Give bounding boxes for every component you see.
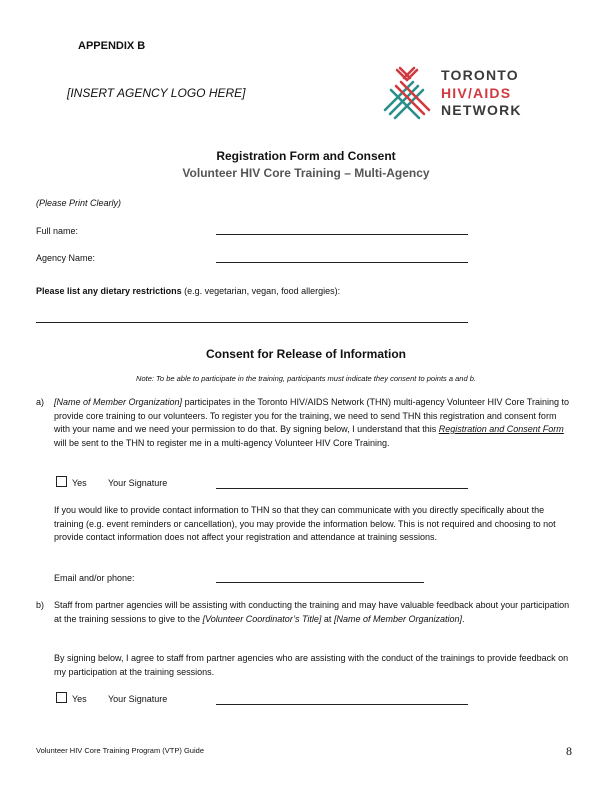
logo-line-network: NETWORK (441, 102, 522, 118)
section-a-text (54, 396, 574, 450)
dietary-prompt (36, 286, 340, 296)
footer-guide-title: Volunteer HIV Core Training Program (VTP) Guide (36, 746, 204, 755)
logo-line-toronto: TORONTO (441, 67, 519, 83)
consent-a-signature-label: Your Signature (108, 478, 168, 488)
member-org-placeholder: [Name of Member Organization] (54, 397, 183, 407)
consent-a-yes-label: Yes (72, 478, 87, 488)
section-b-text-1: Staff from partner agencies will be assisting with conducting the training and may have valuable feedback about your participation at the training sessions to give to the (54, 600, 570, 624)
email-phone-field[interactable] (216, 582, 424, 583)
section-a-text-1: participates in the Toronto HIV/AIDS Network (THN) multi-agency Volunteer HIV Core Training to provide core training to our volunteers. To register you for the training, we need to send THN this registration and consent form with your name and we need your permission to do that. By signing below, I understand that this (54, 397, 570, 434)
member-org-placeholder-b: [Name of Member Organization] (333, 613, 462, 624)
consent-b-signature-label: Your Signature (108, 694, 168, 704)
logo-line-hiv-aids: HIV/AIDS (441, 84, 512, 101)
dietary-prompt-bold: Please list any dietary restrictions (36, 286, 182, 296)
consent-title: Consent for Release of Information (205, 347, 407, 361)
consent-b-yes-label: Yes (72, 694, 87, 704)
section-a-marker: a) (36, 397, 45, 407)
dietary-prompt-examples: (e.g. vegetarian, vegan, food allergies): (181, 286, 341, 296)
section-b-text (54, 599, 574, 626)
form-subtitle: Volunteer HIV Core Training – Multi-Agency (182, 166, 430, 180)
consent-a-signature-field[interactable] (216, 488, 468, 489)
agency-name-field[interactable] (216, 262, 468, 263)
full-name-field[interactable] (216, 234, 468, 235)
thn-logo-text (441, 67, 522, 120)
appendix-heading: APPENDIX B (78, 40, 146, 52)
agree-text: By signing below, I agree to staff from partner agencies who are assisting with the conduct of the trainings to provide feedback on my participation at the training sessions. (54, 653, 569, 677)
agency-name-label: Agency Name: (36, 253, 96, 263)
email-phone-label: Email and/or phone: (54, 573, 135, 583)
page-number: 8 (566, 744, 572, 758)
section-b-text-2: at (321, 613, 334, 624)
consent-b-checkbox[interactable] (56, 692, 67, 703)
consent-a-checkbox[interactable] (56, 476, 67, 487)
coordinator-title-placeholder: [Volunteer Coordinator’s Title] (202, 613, 322, 624)
print-note: (Please Print Clearly) (36, 198, 122, 208)
section-a-text-2: will be sent to the THN to register me in a multi-agency Volunteer HIV Core Training. (54, 437, 390, 448)
registration-form-name: Registration and Consent Form (438, 424, 564, 434)
full-name-label: Full name: (36, 226, 79, 236)
contact-info-text: If you would like to provide contact information to THN so that they can communicate with you directly specifically about the training (e.g. event reminders or cancellation), you may provide the information below. This is not required and choosing to not provide contact information does not affect your registration and attendance at training sessions. (54, 505, 556, 542)
form-title: Registration Form and Consent (216, 149, 396, 163)
agency-logo-placeholder: [INSERT AGENCY LOGO HERE] (67, 86, 246, 100)
dietary-field[interactable] (36, 322, 468, 323)
consent-b-signature-field[interactable] (216, 704, 468, 705)
section-b-text-3: . (462, 613, 465, 624)
consent-note: Note: To be able to participate in the training, participants must indicate they consent to points a and b. (136, 374, 476, 383)
section-b-marker: b) (36, 600, 45, 610)
